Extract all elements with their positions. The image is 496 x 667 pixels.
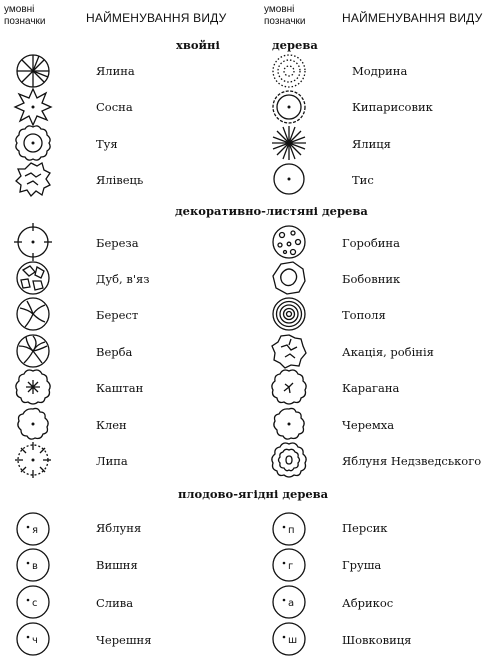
species-name-chestnut: Каштан xyxy=(96,381,144,395)
field-elm-symbol-icon xyxy=(14,295,52,333)
spruce-symbol-icon xyxy=(14,52,52,90)
chestnut-symbol-icon xyxy=(14,368,52,406)
species-name-pine: Сосна xyxy=(96,100,133,114)
name-column-header-right: НАЙМЕНУВАННЯ ВИДУ xyxy=(342,11,483,25)
symbol-letter: ч xyxy=(32,635,38,646)
species-name-poplar: Тополя xyxy=(342,308,386,322)
niedzwetzky-apple-symbol-icon xyxy=(270,441,308,479)
section-title-conifers-left: хвойні xyxy=(176,38,220,52)
apple-symbol-icon xyxy=(14,510,52,548)
maple-symbol-icon xyxy=(14,405,52,443)
yew-symbol-icon xyxy=(270,160,308,198)
section-title-deciduous: декоративно-листяні дерева xyxy=(175,204,368,218)
mulberry-symbol-icon xyxy=(270,620,308,658)
species-name-willow: Верба xyxy=(96,345,133,359)
species-name-oak-elm: Дуб, в'яз xyxy=(96,272,150,286)
species-name-maple: Клен xyxy=(96,418,127,432)
sweet-cherry-symbol-icon xyxy=(14,620,52,658)
species-name-plum: Слива xyxy=(96,596,134,610)
species-name-birch: Береза xyxy=(96,236,139,250)
species-name-mulberry: Шовковиця xyxy=(342,633,412,647)
species-name-larch: Модрина xyxy=(352,64,408,78)
rowan-symbol-icon xyxy=(270,223,308,261)
linden-symbol-icon xyxy=(14,441,52,479)
larch-symbol-icon xyxy=(270,52,308,90)
species-name-field-elm: Берест xyxy=(96,308,139,322)
species-name-cypress: Кипарисовик xyxy=(352,100,433,114)
species-name-fir: Ялиця xyxy=(352,137,391,151)
peach-symbol-icon xyxy=(270,510,308,548)
species-name-peach: Персик xyxy=(342,521,388,535)
section-title-conifers-right: дерева xyxy=(272,38,318,52)
section-title-fruit: плодово-ягідні дерева xyxy=(178,487,329,501)
species-name-bird-cherry: Черемха xyxy=(342,418,395,432)
laburnum-symbol-icon xyxy=(270,259,308,297)
symbol-letter: с xyxy=(32,598,38,609)
species-name-linden: Липа xyxy=(96,454,128,468)
poplar-symbol-icon xyxy=(270,295,308,333)
birch-symbol-icon xyxy=(14,223,52,261)
willow-symbol-icon xyxy=(14,332,52,370)
species-name-caragana: Карагана xyxy=(342,381,400,395)
sour-cherry-symbol-icon xyxy=(14,546,52,584)
symbol-letter: а xyxy=(288,598,295,609)
symbols-column-header-left: умовні позначки xyxy=(4,4,46,27)
juniper-symbol-icon xyxy=(14,160,52,198)
species-name-apple: Яблуня xyxy=(96,521,142,535)
species-name-juniper: Ялівець xyxy=(96,173,144,187)
species-name-laburnum: Бобовник xyxy=(342,272,401,286)
fir-symbol-icon xyxy=(270,124,308,162)
species-name-thuja: Туя xyxy=(96,137,118,151)
plum-symbol-icon xyxy=(14,583,52,621)
caragana-symbol-icon xyxy=(270,368,308,406)
acacia-robinia-symbol-icon xyxy=(270,332,308,370)
oak-elm-symbol-icon xyxy=(14,259,52,297)
thuja-symbol-icon xyxy=(14,124,52,162)
symbol-letter: г xyxy=(288,561,294,572)
symbols-column-header-right: умовні позначки xyxy=(264,4,306,27)
symbol-letter: ш xyxy=(288,635,298,646)
species-name-acacia-robinia: Акація, робінія xyxy=(342,345,434,359)
species-name-rowan: Горобина xyxy=(342,236,400,250)
species-name-niedzwetzky-apple: Яблуня Недзведського xyxy=(342,454,482,468)
species-name-spruce: Ялина xyxy=(96,64,135,78)
apricot-symbol-icon xyxy=(270,583,308,621)
symbol-letter: в xyxy=(32,561,38,572)
species-name-sour-cherry: Вишня xyxy=(96,558,138,572)
cypress-symbol-icon xyxy=(270,88,308,126)
bird-cherry-symbol-icon xyxy=(270,405,308,443)
name-column-header-left: НАЙМЕНУВАННЯ ВИДУ xyxy=(86,11,227,25)
species-name-yew: Тис xyxy=(352,173,374,187)
species-name-apricot: Абрикос xyxy=(342,596,394,610)
pine-symbol-icon xyxy=(14,88,52,126)
species-name-pear: Груша xyxy=(342,558,382,572)
symbol-letter: п xyxy=(288,525,295,536)
pear-symbol-icon xyxy=(270,546,308,584)
species-name-sweet-cherry: Черешня xyxy=(96,633,152,647)
symbol-letter: я xyxy=(32,525,39,536)
